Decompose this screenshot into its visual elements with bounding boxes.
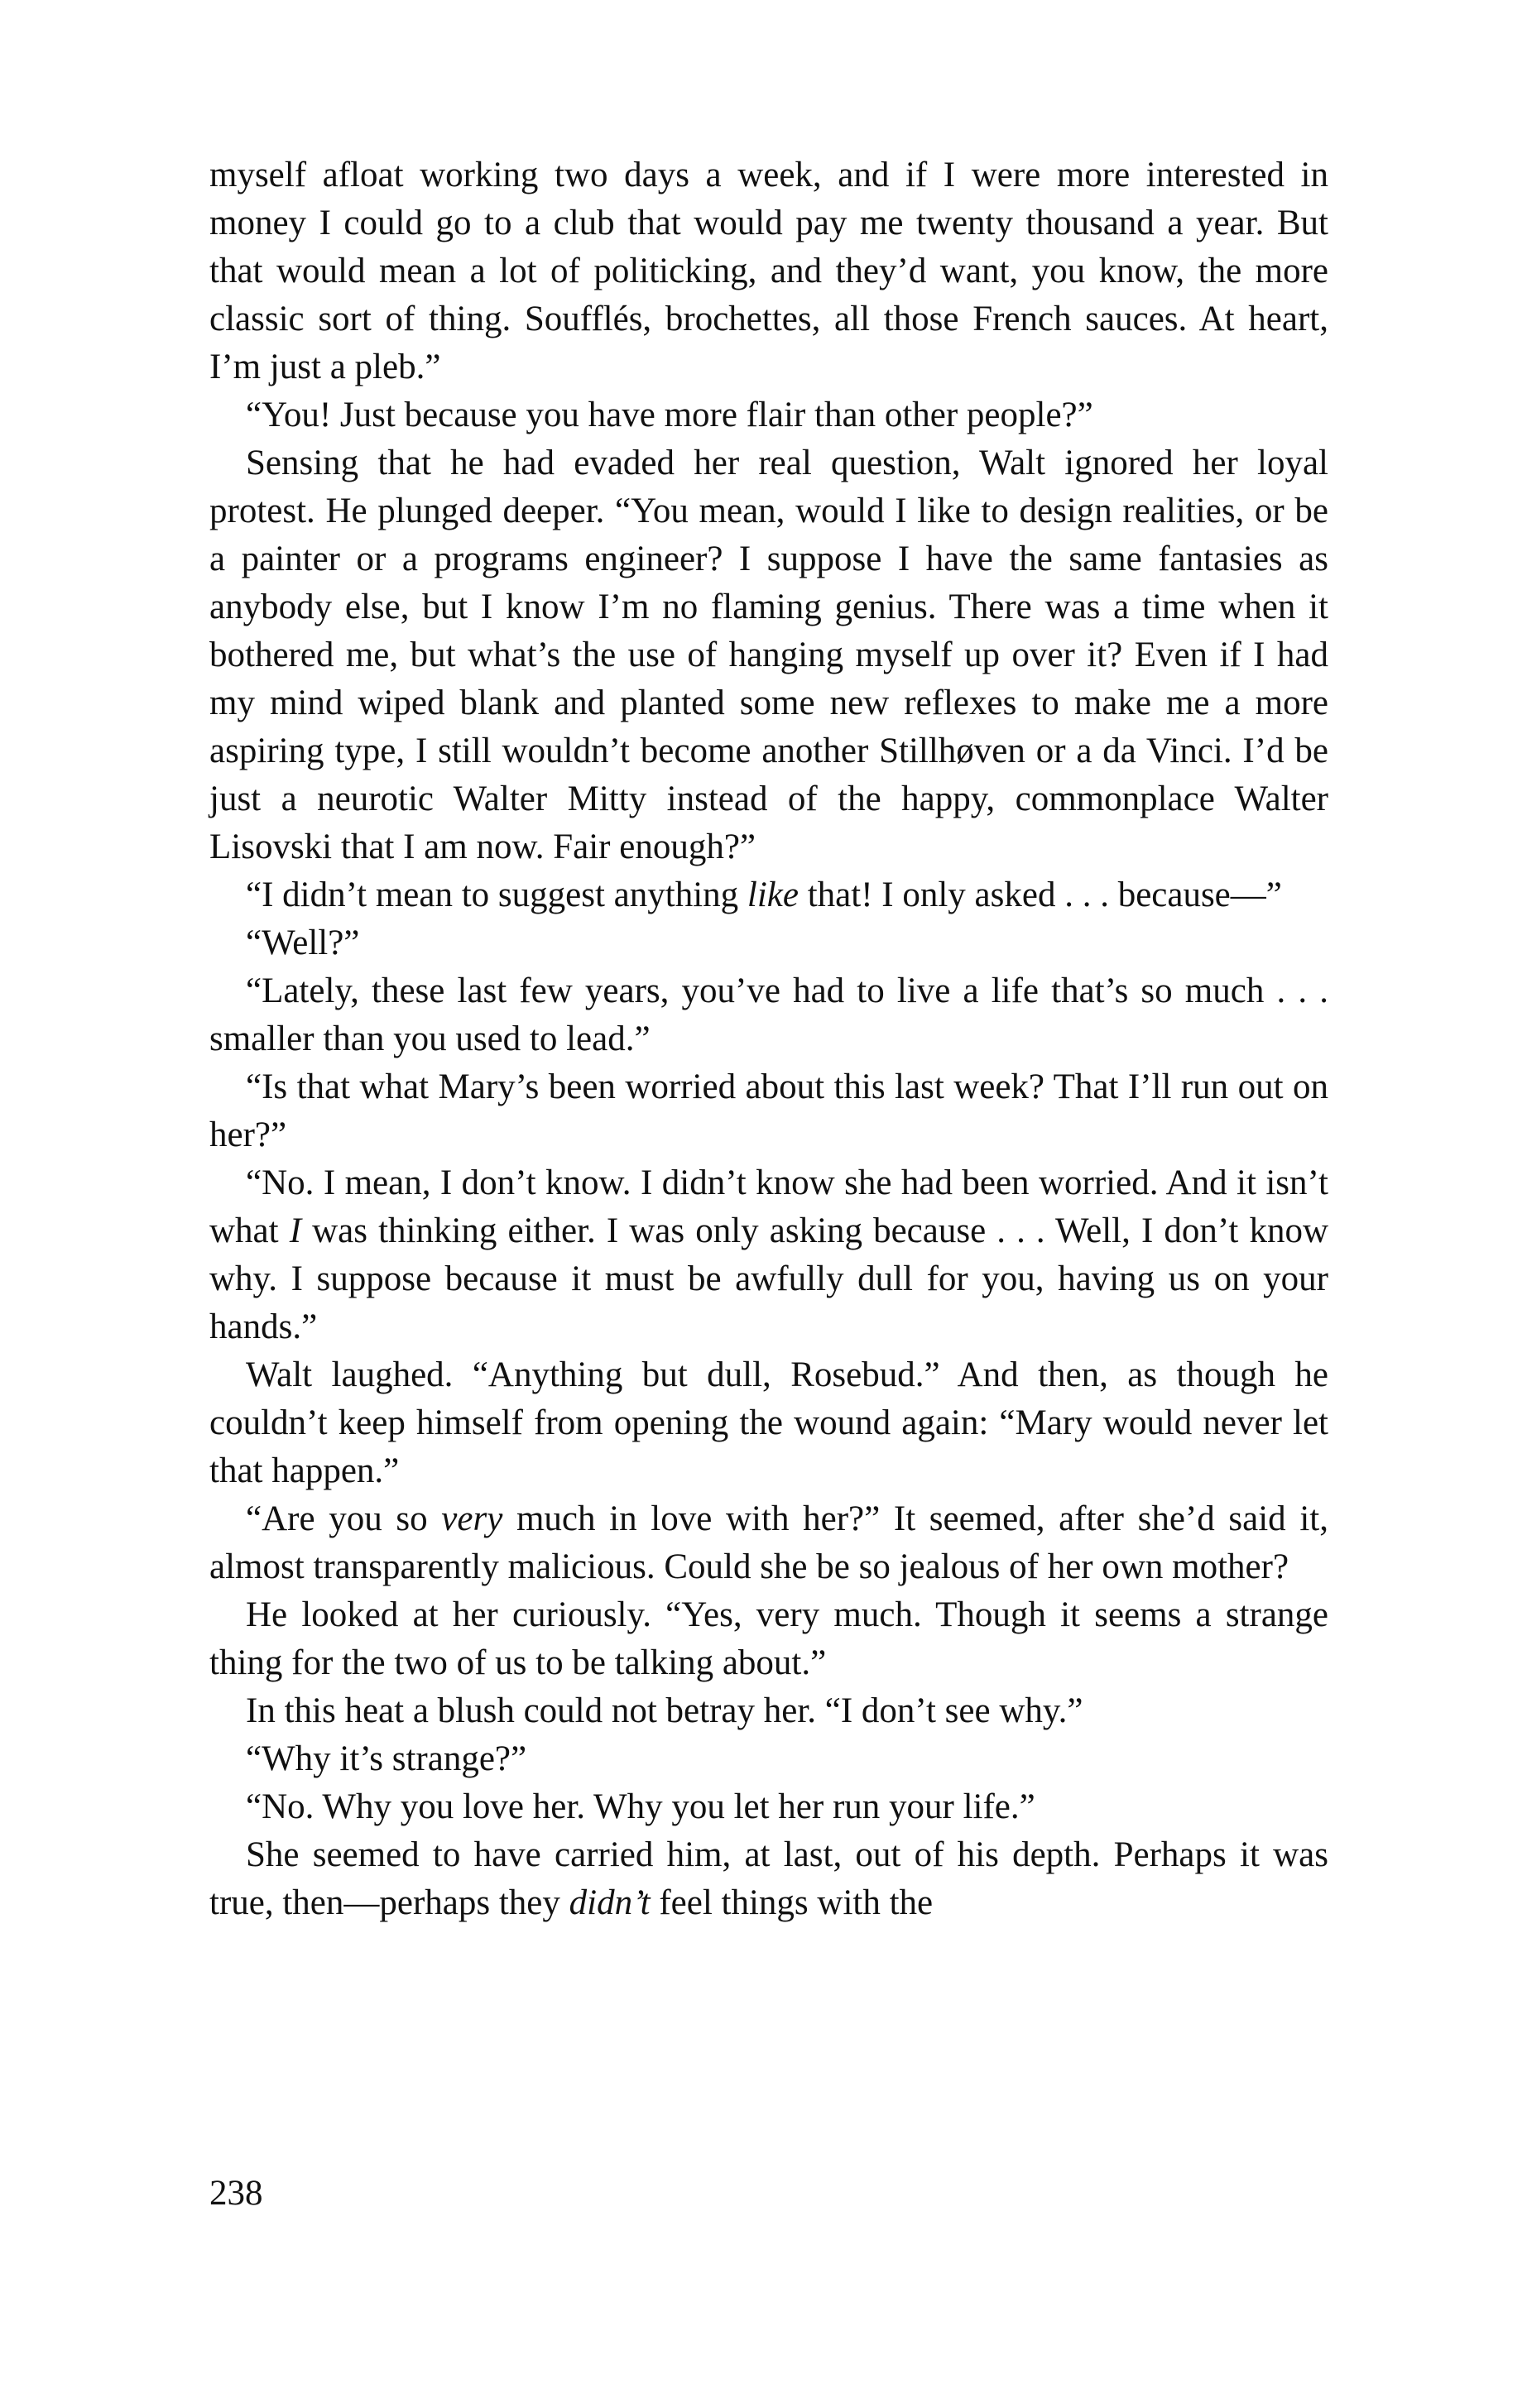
paragraph-8 [209,1159,1328,1351]
paragraph-3 [209,439,1328,871]
text-run: In this heat a blush could not betray her. “I don’t see why.” [246,1691,1083,1730]
text-run: was thinking either. I was only asking because . . . Well, I don’t know why. I suppose because it must be awfully dull for you, having us on your hands.” [209,1211,1328,1346]
text-run: that! I only asked . . . because—” [798,875,1282,914]
text-run: “Well?” [246,923,360,962]
paragraph-2 [209,391,1328,439]
text-run: “No. I mean, I don’t know. I didn’t know she had been worried. And it isn’t what [209,1163,1328,1250]
paragraph-13 [209,1735,1328,1783]
paragraph-9 [209,1351,1328,1495]
text-run: She seemed to have carried him, at last, out of his depth. Perhaps it was true, then—perhaps they [209,1835,1328,1922]
text-run: “I didn’t mean to suggest anything [246,875,747,914]
body-text [209,151,1328,1927]
text-run: He looked at her curiously. “Yes, very much. Though it seems a strange thing for the two of us to be talking about.” [209,1595,1328,1682]
text-run: myself afloat working two days a week, and if I were more interested in money I could go to a club that would pay me twenty thousand a year. But that would mean a lot of politicking, and they’d want, you know, the more classic sort of thing. Soufflés, brochettes, all those French sauces. At heart, I’m just a pleb.” [209,156,1328,386]
paragraph-15 [209,1831,1328,1927]
paragraph-5 [209,919,1328,967]
text-run: Sensing that he had evaded her real question, Walt ignored her loyal protest. He plunged deeper. “You mean, would I like to design realities, or be a painter or a programs engineer? I suppose I have the same fantasies as anybody else, but I know I’m no flaming genius. There was a time when it bothered me, but what’s the use of hanging myself up over it? Even if I had my mind wiped blank and planted some new reflexes to make me a more aspiring type, I still wouldn’t become another Stillhøven or a da Vinci. I’d be just a neurotic Walter Mitty instead of the happy, commonplace Walter Lisovski that I am now. Fair enough?” [209,444,1328,866]
paragraph-6 [209,967,1328,1063]
italic-text: didn’t [569,1883,651,1922]
paragraph-12 [209,1687,1328,1735]
text-run: Walt laughed. “Anything but dull, Rosebud.” And then, as though he couldn’t keep himself from opening the wound again: “Mary would never let that happen.” [209,1355,1328,1490]
paragraph-7 [209,1063,1328,1159]
paragraph-14 [209,1783,1328,1831]
italic-text: very [441,1499,503,1538]
text-run: “Are you so [246,1499,442,1538]
text-run: “Is that what Mary’s been worried about this last week? That I’ll run out on her?” [209,1067,1328,1154]
text-run: much in love with her?” It seemed, after she’d said it, almost transparently malicious. Could she be so jealous of her own mother? [209,1499,1328,1586]
paragraph-1 [209,151,1328,391]
paragraph-11 [209,1591,1328,1687]
text-run: “Why it’s strange?” [246,1739,527,1778]
page-number: 238 [209,2174,263,2213]
text-run: feel things with the [650,1883,934,1922]
text-run: “Lately, these last few years, you’ve had to live a life that’s so much . . . smaller than you used to lead.” [209,971,1328,1058]
italic-text: I [289,1211,302,1250]
paragraph-4 [209,871,1328,919]
text-run: “You! Just because you have more flair than other people?” [246,396,1093,434]
paragraph-10 [209,1495,1328,1591]
italic-text: like [747,875,799,914]
text-run: “No. Why you love her. Why you let her run your life.” [246,1787,1035,1826]
